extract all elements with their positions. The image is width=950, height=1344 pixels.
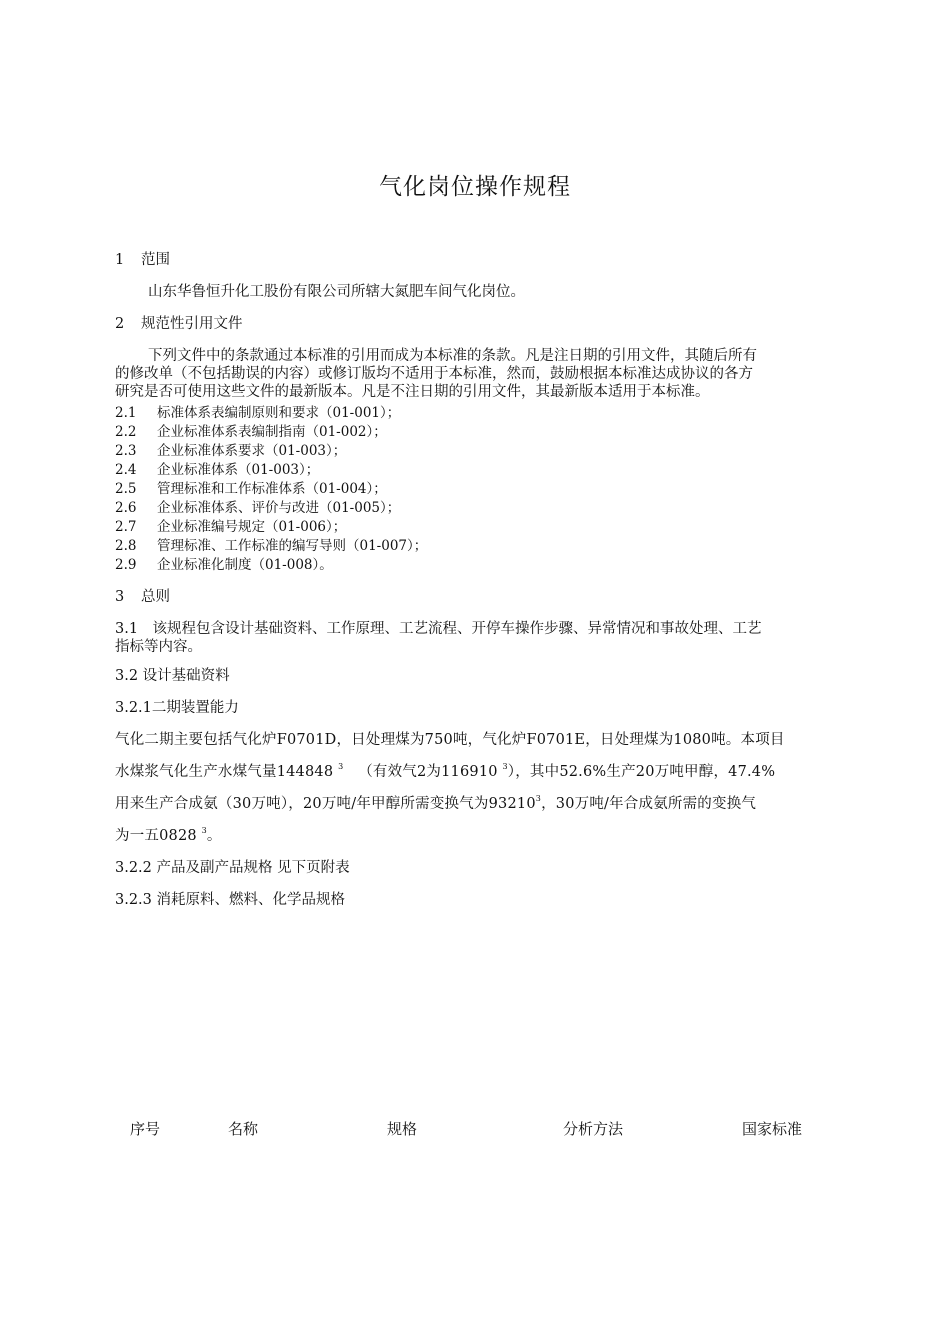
capacity-line bbox=[115, 760, 775, 781]
reference-text: 管理标准和工作标准体系（01-004）； bbox=[157, 481, 387, 497]
table-header-cell: 序号 bbox=[130, 1120, 161, 1138]
reference-number: 2.4 bbox=[115, 462, 137, 478]
paragraph-line: 3.1 该规程包含设计基础资料、工作原理、工艺流程、开停车操作步骤、异常情况和事故处理、工艺 bbox=[115, 621, 762, 637]
reference-number: 2.3 bbox=[115, 443, 137, 459]
section-1-heading bbox=[115, 248, 170, 269]
reference-number: 2.6 bbox=[115, 500, 137, 516]
reference-item bbox=[115, 553, 333, 573]
table-header-cell: 国家标准 bbox=[742, 1120, 803, 1138]
superscript: 3 bbox=[338, 762, 344, 771]
subsection-heading: 3.2.1二期装置能力 bbox=[115, 700, 239, 716]
reference-number: 2.1 bbox=[115, 405, 137, 421]
text-fragment: ，30万吨/年合成氨所需的变换气 bbox=[541, 796, 757, 812]
text-fragment: 用来生产合成氨（30万吨），20万吨/年甲醇所需变换气为93210 bbox=[115, 796, 536, 812]
reference-text: 管理标准、工作标准的编写导则（01-007）； bbox=[157, 538, 428, 554]
section-title: 范围 bbox=[141, 252, 170, 268]
superscript: 3 bbox=[201, 826, 207, 835]
reference-number: 2.5 bbox=[115, 481, 137, 497]
reference-text: 企业标准编号规定（01-006）； bbox=[157, 519, 347, 535]
superscript: 3 bbox=[535, 794, 542, 803]
capacity-line: 气化二期主要包括气化炉F0701D，日处理煤为750吨，气化炉F0701E，日处理煤为1080吨。本项目 bbox=[115, 732, 785, 748]
text-fragment: 。 bbox=[206, 828, 222, 844]
section-3-heading bbox=[115, 585, 170, 606]
table-header-cell: 名称 bbox=[228, 1120, 259, 1138]
section-2-heading bbox=[115, 312, 243, 333]
table-header-cell: 规格 bbox=[387, 1120, 418, 1138]
reference-item bbox=[115, 515, 346, 535]
reference-item bbox=[115, 420, 387, 440]
section-title: 规范性引用文件 bbox=[141, 316, 243, 332]
reference-item bbox=[115, 401, 400, 421]
reference-item bbox=[115, 458, 319, 478]
reference-item bbox=[115, 496, 400, 516]
reference-number: 2.8 bbox=[115, 538, 137, 554]
capacity-line bbox=[115, 792, 756, 813]
text-fragment: （有效气2为116910 bbox=[358, 764, 498, 780]
section-1-text: 山东华鲁恒升化工股份有限公司所辖大氮肥车间气化岗位。 bbox=[148, 284, 525, 300]
text-fragment: 为一五0828 bbox=[115, 828, 197, 844]
reference-item bbox=[115, 534, 427, 554]
subsection-heading: 3.2.2 产品及副产品规格 见下页附表 bbox=[115, 860, 350, 876]
text-fragment: ），其中52.6%生产20万吨甲醇，47.4% bbox=[507, 764, 776, 780]
paragraph-line: 研究是否可使用这些文件的最新版本。凡是不注日期的引用文件，其最新版本适用于本标准。 bbox=[115, 384, 710, 400]
reference-text: 企业标准体系表编制指南（01-002）； bbox=[157, 424, 387, 440]
page-title: 气化岗位操作规程 bbox=[379, 174, 571, 200]
reference-text: 企业标准化制度（01-008）。 bbox=[157, 557, 333, 573]
reference-text: 标准体系表编制原则和要求（01-001）； bbox=[157, 405, 401, 421]
superscript: 3 bbox=[502, 762, 508, 771]
section-number: 1 bbox=[115, 252, 125, 268]
reference-text: 企业标准体系（01-003）； bbox=[157, 462, 320, 478]
reference-number: 2.2 bbox=[115, 424, 137, 440]
table-header-cell: 分析方法 bbox=[563, 1120, 624, 1138]
reference-item bbox=[115, 477, 387, 497]
subsection-heading: 3.2.3 消耗原料、燃料、化学品规格 bbox=[115, 892, 346, 908]
subsection-heading: 3.2 设计基础资料 bbox=[115, 668, 230, 684]
paragraph-line: 的修改单（不包括勘误的内容）或修订版均不适用于本标准，然而，鼓励根据本标准达成协议的各方 bbox=[115, 366, 753, 382]
capacity-line bbox=[115, 824, 222, 845]
section-number: 2 bbox=[115, 316, 125, 332]
reference-number: 2.7 bbox=[115, 519, 137, 535]
reference-text: 企业标准体系、评价与改进（01-005）； bbox=[157, 500, 401, 516]
reference-text: 企业标准体系要求（01-003）； bbox=[157, 443, 347, 459]
section-number: 3 bbox=[115, 589, 125, 605]
paragraph-line: 指标等内容。 bbox=[115, 639, 202, 655]
reference-number: 2.9 bbox=[115, 557, 137, 573]
text-fragment: 水煤浆气化生产水煤气量144848 bbox=[115, 764, 334, 780]
section-title: 总则 bbox=[141, 589, 170, 605]
reference-item bbox=[115, 439, 346, 459]
paragraph-line: 下列文件中的条款通过本标准的引用而成为本标准的条款。凡是注日期的引用文件，其随后所有 bbox=[148, 348, 757, 364]
